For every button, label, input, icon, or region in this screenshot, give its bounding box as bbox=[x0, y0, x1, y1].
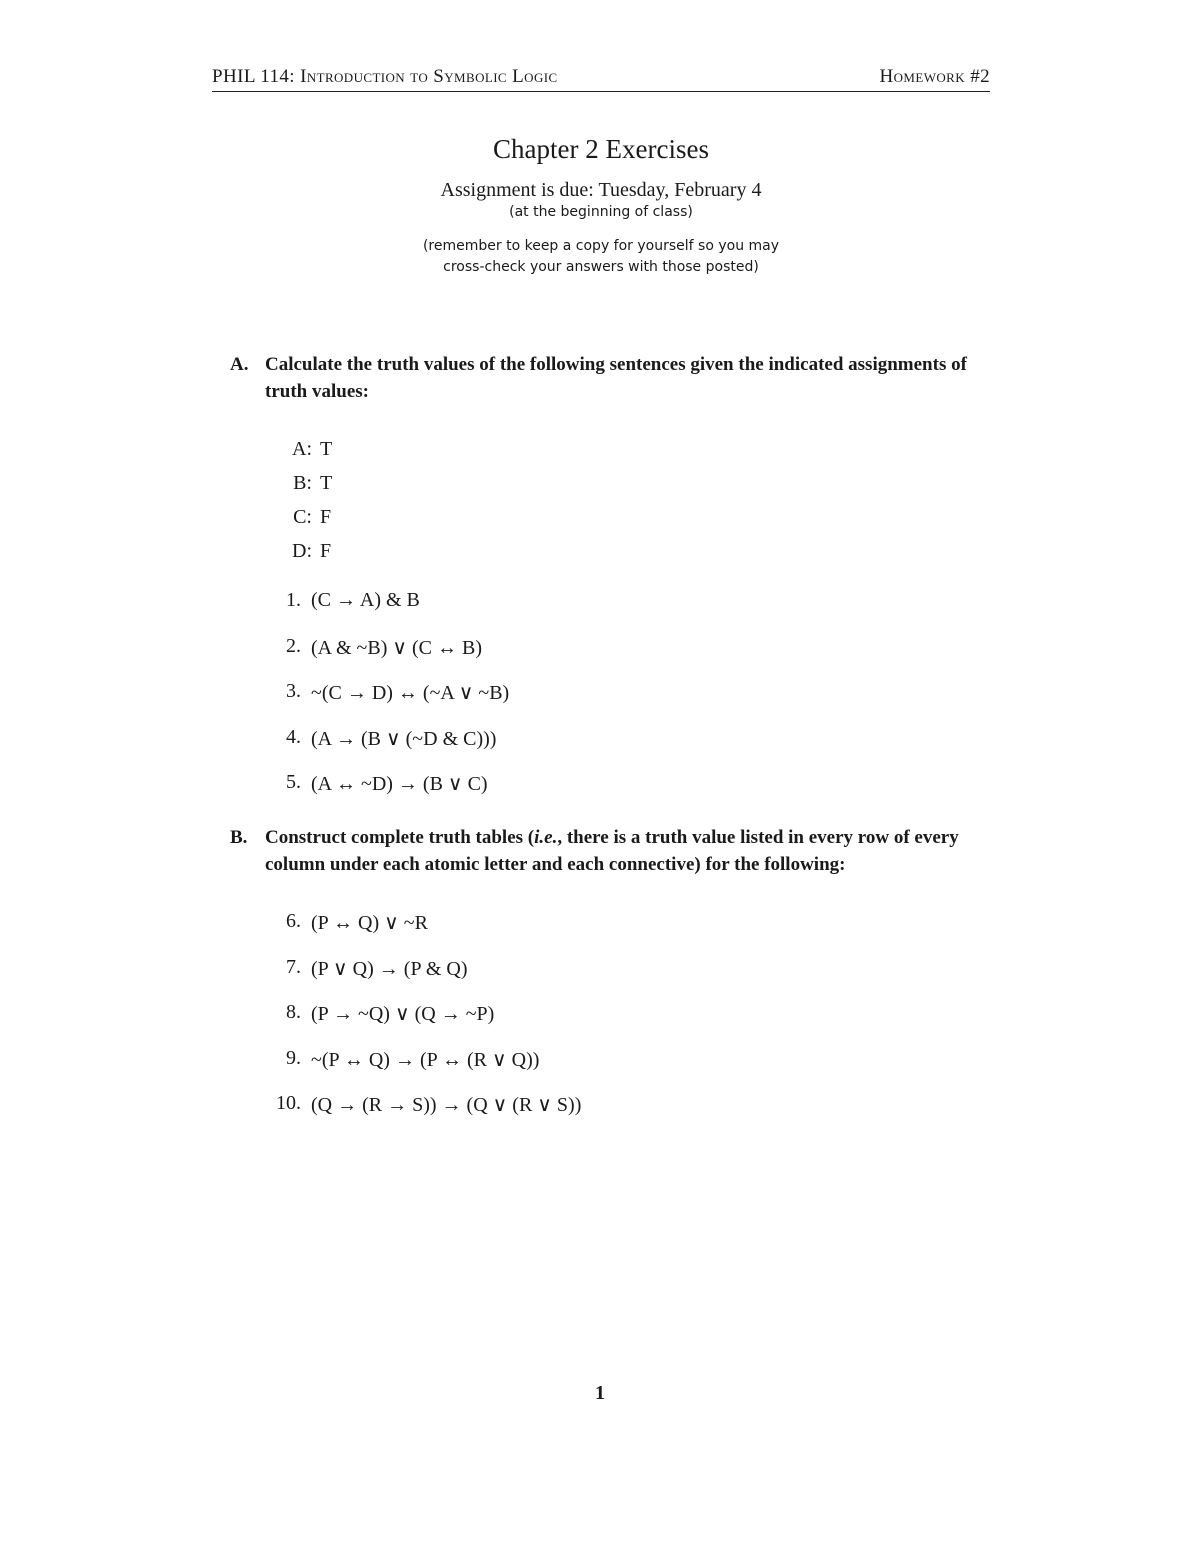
truth-assignments bbox=[278, 438, 1000, 574]
due-note: (at the beginning of class) bbox=[509, 204, 693, 220]
exercise-item bbox=[268, 1092, 1000, 1138]
section-b-instruction-ie: i.e. bbox=[534, 827, 558, 848]
exercise-number: 2. bbox=[286, 634, 301, 657]
section-b-exercises bbox=[268, 910, 1000, 1138]
exercise-formula: (A & ~B) ∨ (C ↔ B) bbox=[311, 636, 483, 659]
reminder-note bbox=[212, 236, 990, 278]
assignment-row bbox=[278, 438, 1000, 472]
title-block bbox=[212, 134, 990, 278]
exercise-number: 4. bbox=[286, 725, 301, 748]
assignment-letter: C: bbox=[293, 506, 312, 528]
exercise-item bbox=[268, 635, 1000, 681]
assignment-value: T bbox=[320, 472, 333, 494]
section-a-exercises bbox=[268, 589, 1000, 817]
section-a bbox=[230, 351, 1000, 817]
exercise-formula: (Q → (R → S)) → (Q ∨ (R ∨ S)) bbox=[311, 1094, 582, 1116]
exercise-number: 3. bbox=[286, 680, 301, 702]
exercise-number: 5. bbox=[286, 771, 301, 793]
exercise-formula: (P ∨ Q) → (P & Q) bbox=[311, 957, 468, 980]
exercise-item bbox=[268, 589, 1000, 635]
section-b-instruction bbox=[265, 824, 1000, 878]
reminder-line-2: cross-check your answers with those posted) bbox=[443, 259, 759, 275]
assignment-value: F bbox=[320, 540, 332, 562]
homework-label: Homework #2 bbox=[879, 66, 990, 87]
exercise-formula: ~(C → D) ↔ (~A ∨ ~B) bbox=[311, 682, 510, 704]
section-a-letter: A. bbox=[230, 354, 249, 375]
exercise-formula: (C → A) & B bbox=[311, 589, 420, 611]
course-title: PHIL 114: Introduction to Symbolic Logic bbox=[212, 66, 558, 87]
exercise-number: 8. bbox=[286, 1001, 301, 1023]
section-b-heading bbox=[230, 824, 1000, 878]
exercise-formula: (P ↔ Q) ∨ ~R bbox=[311, 912, 428, 934]
exercise-item bbox=[268, 680, 1000, 726]
reminder-line-1: (remember to keep a copy for yourself so you may bbox=[422, 238, 780, 254]
page-number: 1 bbox=[595, 1382, 605, 1404]
exercise-item bbox=[268, 726, 1000, 772]
due-date: Assignment is due: Tuesday, February 4 bbox=[440, 179, 762, 201]
exercise-item bbox=[268, 910, 1000, 956]
exercise-item bbox=[268, 1001, 1000, 1047]
exercise-formula: (A → (B ∨ (~D & C))) bbox=[311, 727, 497, 750]
exercise-item bbox=[268, 956, 1000, 1002]
exercise-number: 6. bbox=[286, 910, 301, 932]
exercise-number: 9. bbox=[286, 1046, 301, 1069]
assignment-row bbox=[278, 540, 1000, 574]
assignment-value: T bbox=[320, 438, 333, 460]
exercise-number: 7. bbox=[286, 955, 301, 978]
assignment-letter: A: bbox=[292, 438, 312, 460]
section-a-heading bbox=[230, 351, 1000, 405]
assignment-letter: B: bbox=[293, 472, 312, 494]
exercise-formula: ~(P ↔ Q) → (P ↔ (R ∨ Q)) bbox=[311, 1048, 540, 1071]
assignment-row bbox=[278, 472, 1000, 506]
exercise-number: 10. bbox=[276, 1092, 301, 1114]
assignment-value: F bbox=[320, 506, 332, 528]
assignment-row bbox=[278, 506, 1000, 540]
section-a-instruction: Calculate the truth values of the following sentences given the indicated assignments of truth values: bbox=[265, 354, 967, 402]
section-b bbox=[230, 824, 1000, 1138]
section-b-letter: B. bbox=[230, 827, 248, 848]
exercise-formula: (P → ~Q) ∨ (Q → ~P) bbox=[311, 1003, 495, 1025]
section-b-instruction-start: Construct complete truth tables ( bbox=[265, 827, 535, 848]
assignment-letter: D: bbox=[292, 540, 312, 562]
exercise-formula: (A ↔ ~D) → (B ∨ C) bbox=[311, 773, 488, 795]
page-title: Chapter 2 Exercises bbox=[493, 134, 709, 164]
exercise-item bbox=[268, 1047, 1000, 1093]
exercise-number: 1. bbox=[286, 589, 301, 611]
page-header bbox=[212, 66, 990, 92]
section-b-instruction-end: , there is a truth value listed in every row of every column under each atomic letter and each connective) for the following: bbox=[265, 827, 959, 875]
exercise-item bbox=[268, 771, 1000, 817]
